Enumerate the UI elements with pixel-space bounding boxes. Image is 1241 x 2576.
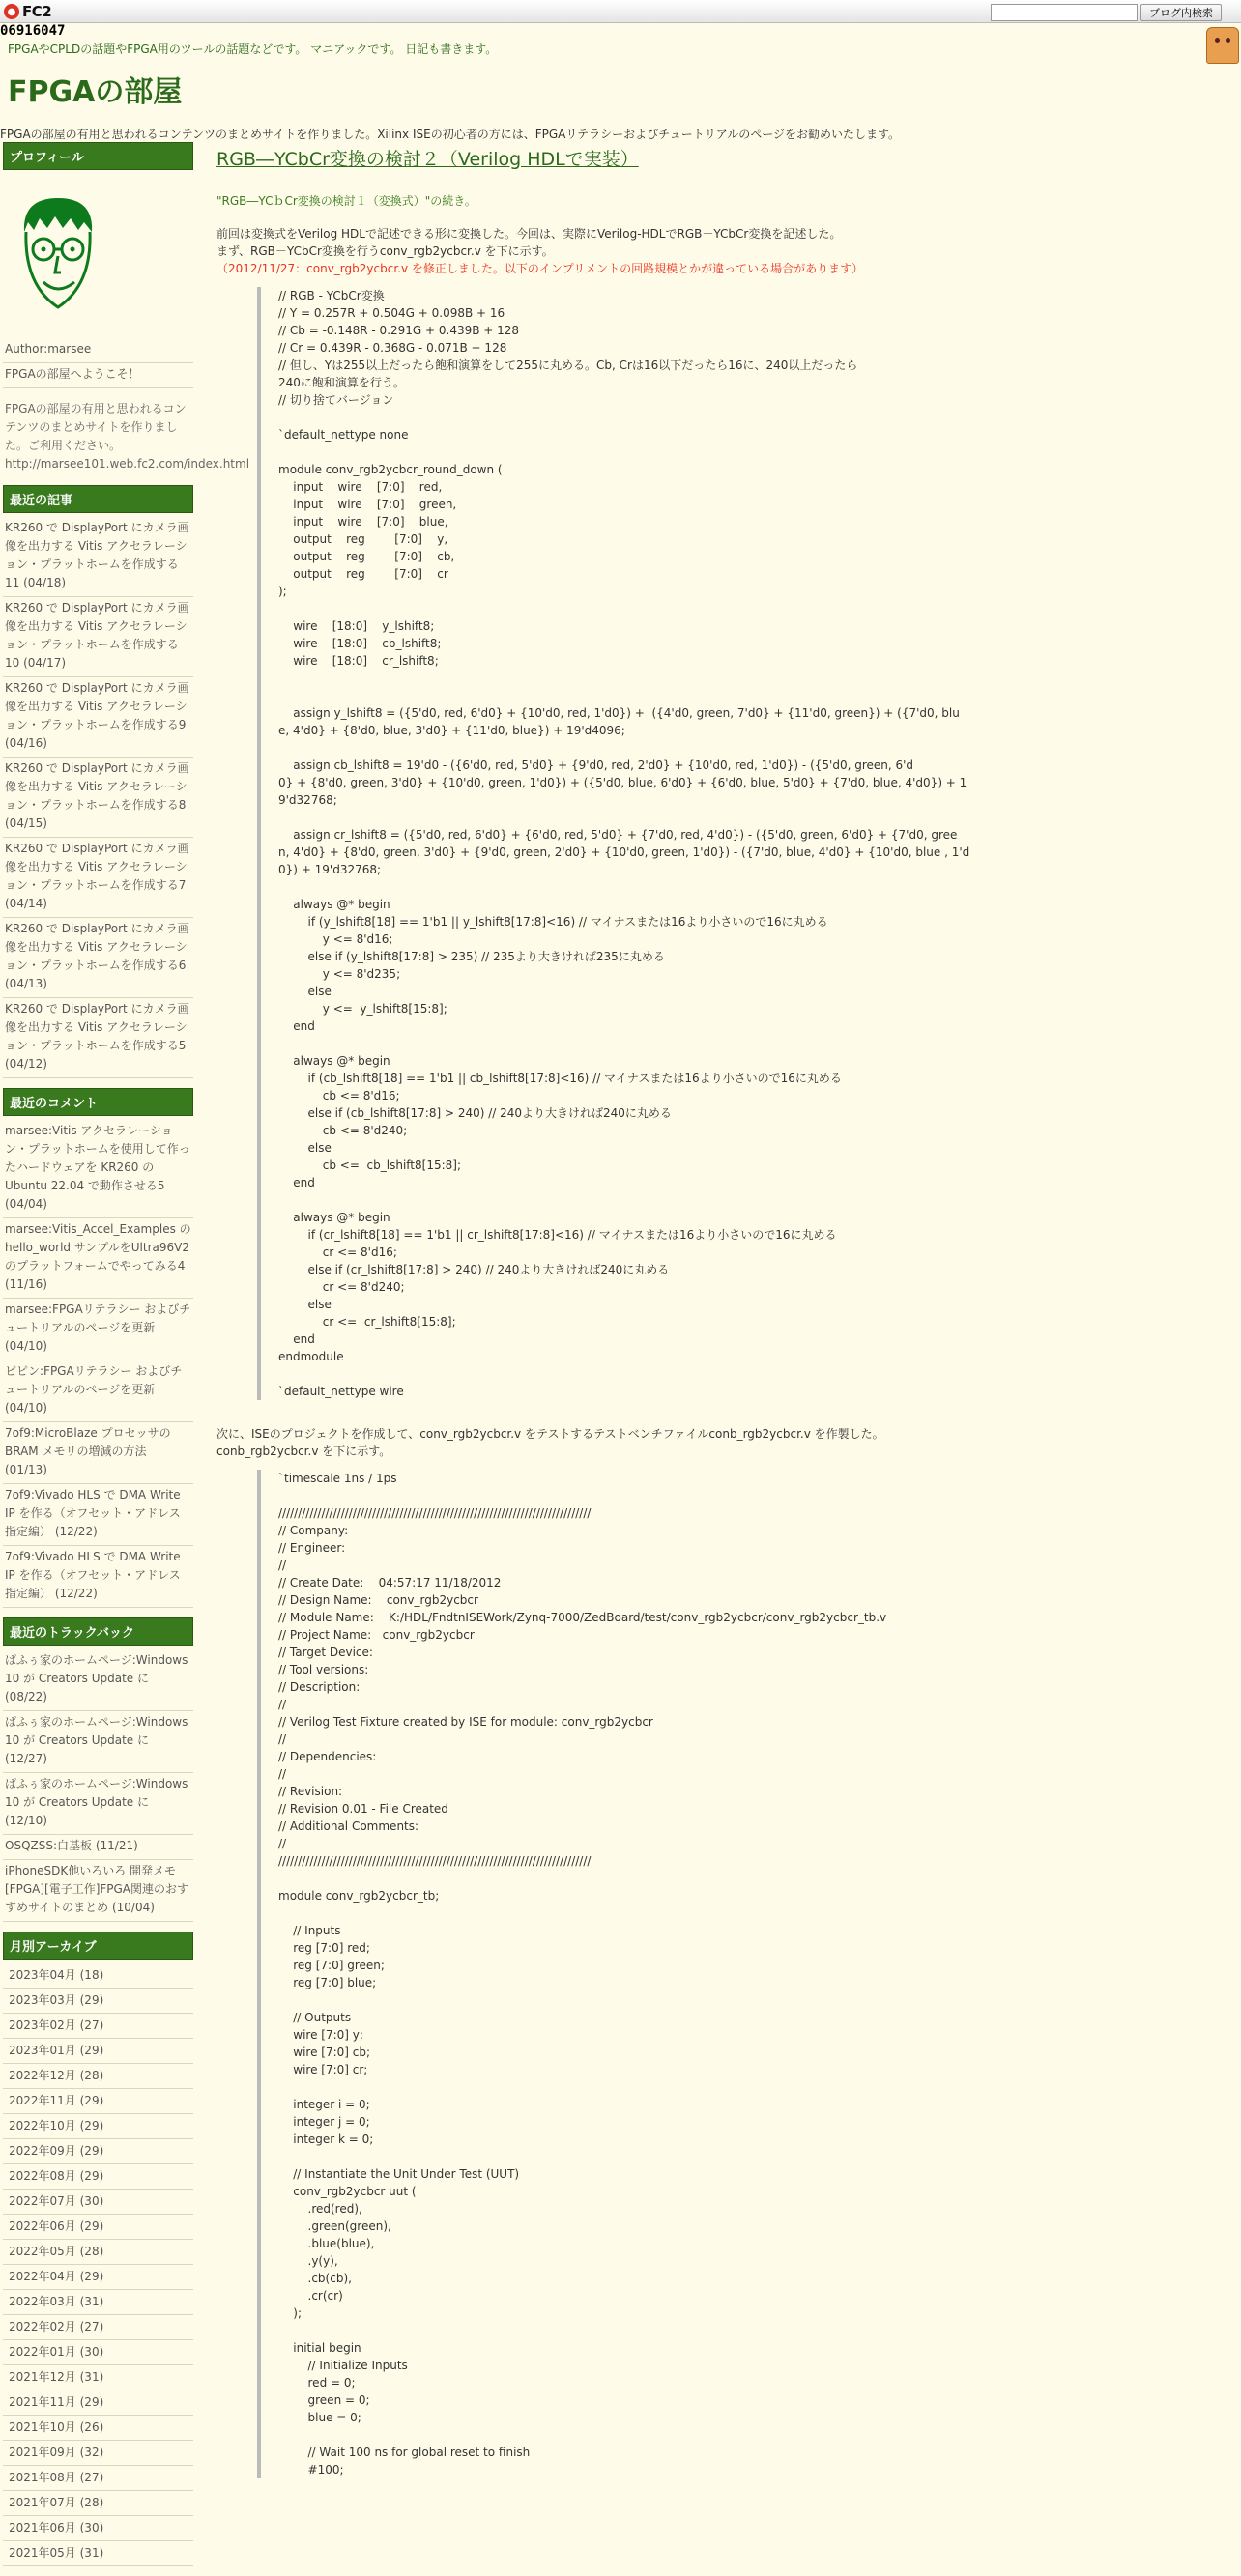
avatar-drawing-icon	[14, 193, 101, 324]
profile-welcome: FPGAの部屋へようこそ！	[3, 363, 193, 388]
trackback-link[interactable]: ぱふぅ家のホームページ:Windows 10 が Creators Update に (12/27)	[3, 1711, 193, 1773]
recent-comments-heading: 最近のコメント	[3, 1088, 193, 1116]
previous-post-link[interactable]: "RGB―YCｂCr変換の検討１（変換式）"の続き。	[216, 194, 476, 208]
post-title[interactable]: RGB―YCbCr変換の検討２（Verilog HDLで実装）	[216, 149, 639, 170]
archive-link[interactable]: 2023年04月 (18)	[3, 1963, 193, 1989]
archive-section	[3, 1932, 193, 2566]
archive-link[interactable]: 2022年04月 (29)	[3, 2265, 193, 2290]
archive-link[interactable]: 2021年08月 (27)	[3, 2466, 193, 2491]
profile-section	[3, 142, 250, 475]
avatar	[3, 174, 193, 338]
archive-link[interactable]: 2022年08月 (29)	[3, 2164, 193, 2190]
profile-text: FPGAの部屋の有用と思われるコンテンツのまとめサイトを作りました。ご利用ください。 http://marsee101.web.fc2.com/index.html	[5, 402, 250, 471]
archive-link[interactable]: 2022年10月 (29)	[3, 2114, 193, 2139]
archive-link[interactable]: 2022年09月 (29)	[3, 2139, 193, 2164]
recent-comment-link[interactable]: ピピン:FPGAリテラシー およびチュートリアルのページを更新 (04/10)	[3, 1360, 193, 1422]
recent-post-link[interactable]: KR260 で DisplayPort にカメラ画像を出力する Vitis アクセラレーション・プラットホームを作成する10 (04/17)	[3, 597, 193, 677]
archive-link[interactable]: 2022年12月 (28)	[3, 2064, 193, 2089]
site-title[interactable]: FPGAの部屋	[8, 75, 183, 109]
profile-author: Author:marsee	[3, 338, 193, 363]
fc2-logo[interactable]	[4, 3, 51, 20]
recent-comment-link[interactable]: marsee:Vitis アクセラレーション・プラットホームを使用して作ったハードウェアを KR260 の Ubuntu 22.04 で動作させる5 (04/04)	[3, 1120, 193, 1218]
blog-search-button[interactable]: ブログ内検索	[1140, 4, 1222, 21]
recent-comments-section	[3, 1088, 193, 1608]
recent-trackbacks-heading: 最近のトラックバック	[3, 1617, 193, 1646]
recent-post-link[interactable]: KR260 で DisplayPort にカメラ画像を出力する Vitis アクセラレーション・プラットホームを作成する11 (04/18)	[3, 517, 193, 597]
archive-link[interactable]: 2022年07月 (30)	[3, 2190, 193, 2215]
archive-link[interactable]: 2023年01月 (29)	[3, 2039, 193, 2064]
archive-link[interactable]: 2022年06月 (29)	[3, 2215, 193, 2240]
sidebar	[3, 142, 250, 2576]
blog-tagline: FPGAやCPLDの話題やFPGA用のツールの話題などです。 マニアックです。 日記も書きます。	[8, 43, 498, 56]
trackback-link[interactable]: OSQZSS:白基板 (11/21)	[3, 1835, 193, 1860]
archive-link[interactable]: 2022年02月 (27)	[3, 2315, 193, 2340]
archive-link[interactable]: 2022年05月 (28)	[3, 2240, 193, 2265]
archive-link[interactable]: 2021年09月 (32)	[3, 2441, 193, 2466]
recent-trackbacks-section	[3, 1617, 193, 1922]
archive-link[interactable]: 2023年03月 (29)	[3, 1989, 193, 2014]
recent-post-link[interactable]: KR260 で DisplayPort にカメラ画像を出力する Vitis アクセラレーション・プラットホームを作成する9 (04/16)	[3, 677, 193, 758]
archive-link[interactable]: 2021年06月 (30)	[3, 2516, 193, 2541]
trackback-link[interactable]: iPhoneSDK他いろいろ 開発メモ[FPGA][電子工作]FPGA関連のおすすめサイトのまとめ (10/04)	[3, 1860, 193, 1922]
recent-post-link[interactable]: KR260 で DisplayPort にカメラ画像を出力する Vitis アクセラレーション・プラットホームを作成する7 (04/14)	[3, 838, 193, 918]
fc2-toolbar	[0, 0, 1241, 23]
code-block-testbench: `timescale 1ns / 1ps //////////////////////////////////////////////////////////////////////////////// // Company: // Engineer: // // Create Date: 04:57:17 11/18/2012 // Design Name: conv_rgb2ycbcr // Module Name: K:/HDL/FndtnISEWork/Zynq-7000/ZedBoard/test/conv_rgb2ycbcr/conv_rgb2ycbcr_tb.v // Project Name: conv_rgb2ycbcr // Target Device: // Tool versions: // Description: // // Verilog Test Fixture created by ISE for module: conv_rgb2ycbcr // // Dependencies: // // Revision: // Revision 0.01 - File Created // Additional Comments: // //////////////////////////////////////////////////////////////////////////////// module conv_rgb2ycbcr_tb; // Inputs reg [7:0] red; reg [7:0] green; reg [7:0] blue; // Outputs wire [7:0] y; wire [7:0] cb; wire [7:0] cr; integer i = 0; integer j = 0; integer k = 0; // Instantiate the Unit Under Test (UUT) conv_rgb2ycbcr uut ( .red(red), .green(green), .blue(blue), .y(y), .cb(cb), .cr(cr) ); initial begin // Initialize Inputs red = 0; green = 0; blue = 0; // Wait 100 ns for global reset to finish #100;	[257, 1470, 1222, 2478]
post-paragraph: 前回は変換式をVerilog HDLで記述できる形に変換した。今回は、実際にVerilog-HDLでRGB－YCbCr変換を記述した。	[216, 227, 842, 241]
recent-post-link[interactable]: KR260 で DisplayPort にカメラ画像を出力する Vitis アクセラレーション・プラットホームを作成する6 (04/13)	[3, 918, 193, 998]
archive-link[interactable]: 2022年03月 (31)	[3, 2290, 193, 2315]
article	[216, 145, 1222, 2478]
archive-link[interactable]: 2021年10月 (26)	[3, 2416, 193, 2441]
archive-link[interactable]: 2023年02月 (27)	[3, 2014, 193, 2039]
post-paragraph: conb_rgb2ycbcr.v を下に示す。	[216, 1445, 391, 1458]
recent-comment-link[interactable]: marsee:Vitis_Accel_Examples の hello_world サンプルをUltra96V2 のプラットフォームでやってみる4 (11/16)	[3, 1218, 193, 1299]
site-intro: FPGAの部屋の有用と思われるコンテンツのまとめサイトを作りました。Xilinx ISEの初心者の方には、FPGAリテラシーおよびチュートリアルのページをお勧めいたします。	[0, 128, 901, 141]
trackback-link[interactable]: ぱふぅ家のホームページ:Windows 10 が Creators Update に (12/10)	[3, 1773, 193, 1835]
post-paragraph: まず、RGB－YCbCr変換を行うconv_rgb2ycbcr.v を下に示す。	[216, 244, 554, 258]
archive-link[interactable]: 2022年11月 (29)	[3, 2089, 193, 2114]
recent-posts-section	[3, 485, 193, 1078]
archive-link[interactable]: 2021年12月 (31)	[3, 2365, 193, 2390]
archive-link[interactable]: 2021年07月 (28)	[3, 2491, 193, 2516]
recent-post-link[interactable]: KR260 で DisplayPort にカメラ画像を出力する Vitis アクセラレーション・プラットホームを作成する5 (04/12)	[3, 998, 193, 1078]
recent-comment-link[interactable]: marsee:FPGAリテラシー およびチュートリアルのページを更新 (04/10)	[3, 1299, 193, 1360]
access-counter: 06916047	[0, 23, 66, 39]
trackback-link[interactable]: ぱふぅ家のホームページ:Windows 10 が Creators Update に (08/22)	[3, 1649, 193, 1711]
recent-posts-heading: 最近の記事	[3, 485, 193, 513]
blog-search-input[interactable]	[991, 4, 1138, 21]
correction-note: （2012/11/27：conv_rgb2ycbcr.v を修正しました。以下のインプリメントの回路規模とかが違っている場合があります）	[216, 262, 864, 275]
recent-comment-link[interactable]: 7of9:Vivado HLS で DMA Write IP を作る（オフセット・アドレス指定編） (12/22)	[3, 1484, 193, 1546]
fc2-logo-icon: ●	[4, 4, 19, 19]
recent-comment-link[interactable]: 7of9:MicroBlaze プロセッサの BRAM メモリの増減の方法 (01/13)	[3, 1422, 193, 1484]
post-paragraph: 次に、ISEのプロジェクトを作成して、conv_rgb2ycbcr.v をテストするテストベンチファイルconb_rgb2ycbcr.v を作製した。	[216, 1427, 884, 1441]
profile-heading: プロフィール	[3, 142, 193, 170]
mascot-icon	[1206, 27, 1239, 64]
archive-link[interactable]: 2022年01月 (30)	[3, 2340, 193, 2365]
recent-comment-link[interactable]: 7of9:Vivado HLS で DMA Write IP を作る（オフセット・アドレス指定編） (12/22)	[3, 1546, 193, 1608]
archive-link[interactable]: 2021年11月 (29)	[3, 2390, 193, 2416]
code-block-conv-rgb2ycbcr: // RGB - YCbCr変換 // Y = 0.257R + 0.504G + 0.098B + 16 // Cb = -0.148R - 0.291G + 0.439B + 128 // Cr = 0.439R - 0.368G - 0.071B + 128 // 但し、Yは255以上だったら飽和演算をして255に丸める。Cb, Crは16以下だったら16に、240以上だったら 240に飽和演算を行う。 // 切り捨てバージョン `default_nettype none module conv_rgb2ycbcr_round_down ( input wire [7:0] red, input wire [7:0] green, input wire [7:0] blue, output reg [7:0] y, output reg [7:0] cb, output reg [7:0] cr ); wire [18:0] y_lshift8; wire [18:0] cb_lshift8; wire [18:0] cr_lshift8; assign y_lshift8 = ({5'd0, red, 6'd0} + {10'd0, red, 1'd0}) + ({4'd0, green, 7'd0} + {11'd0, green}) + ({7'd0, blu e, 4'd0} + {8'd0, blue, 3'd0} + {11'd0, blue}) + 19'd4096; assign cb_lshift8 = 19'd0 - ({6'd0, red, 5'd0} + {9'd0, red, 2'd0} + {10'd0, red, 1'd0}) - ({5'd0, green, 6'd 0} + {8'd0, green, 3'd0} + {10'd0, green, 1'd0}) + ({5'd0, blue, 6'd0} + {6'd0, blue, 5'd0} + {7'd0, blue, 4'd0}) + 1 9'd32768; assign cr_lshift8 = ({5'd0, red, 6'd0} + {6'd0, red, 5'd0} + {7'd0, red, 4'd0}) - ({5'd0, green, 6'd0} + {7'd0, gree n, 4'd0} + {8'd0, green, 3'd0} + {9'd0, green, 2'd0} + {10'd0, green, 1'd0}) - ({7'd0, blue, 4'd0} + {10'd0, blue , 1'd 0}) + 19'd32768; always @* begin if (y_lshift8[18] == 1'b1 || y_lshift8[17:8]<16) // マイナスまたは16より小さいので16に丸める y <= 8'd16; else if (y_lshift8[17:8] > 235) // 235より大きければ235に丸める y <= 8'd235; else y <= y_lshift8[15:8]; end always @* begin if (cb_lshift8[18] == 1'b1 || cb_lshift8[17:8]<16) // マイナスまたは16より小さいので16に丸める cb <= 8'd16; else if (cb_lshift8[17:8] > 240) // 240より大きければ240に丸める cb <= 8'd240; else cb <= cb_lshift8[15:8]; end always @* begin if (cr_lshift8[18] == 1'b1 || cr_lshift8[17:8]<16) // マイナスまたは16より小さいので16に丸める cr <= 8'd16; else if (cr_lshift8[17:8] > 240) // 240より大きければ240に丸める cr <= 8'd240; else cr <= cr_lshift8[15:8]; end endmodule `default_nettype wire	[257, 287, 1222, 1400]
archive-heading: 月別アーカイブ	[3, 1932, 193, 1960]
fc2-logo-text: FC2	[22, 3, 52, 20]
recent-post-link[interactable]: KR260 で DisplayPort にカメラ画像を出力する Vitis アクセラレーション・プラットホームを作成する8 (04/15)	[3, 758, 193, 838]
archive-link[interactable]: 2021年05月 (31)	[3, 2541, 193, 2566]
